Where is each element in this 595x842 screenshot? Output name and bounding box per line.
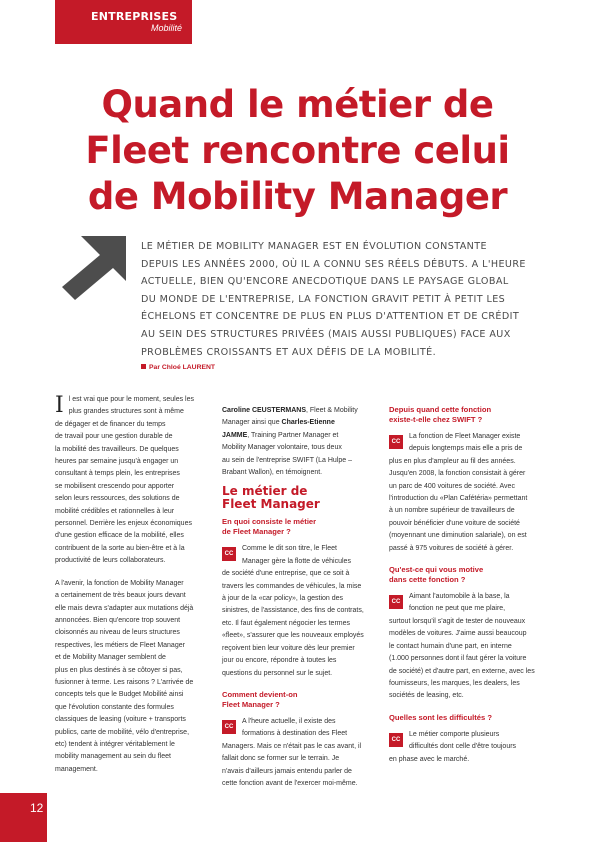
column-2	[222, 405, 380, 800]
speaker-badge: CC	[222, 547, 236, 561]
answer-paragraph	[389, 591, 541, 703]
text-line: cloisonnés au niveau de leurs structures	[55, 629, 180, 637]
text-line: questions du personnel sur le sujet.	[222, 669, 333, 677]
title-line: Fleet rencontre celui	[85, 129, 510, 172]
text-line: «fleet», s'assurer que les nouveaux employés	[222, 632, 364, 640]
text-line: de travail pour une gestion durable de	[55, 433, 173, 441]
article-title	[40, 82, 555, 220]
text-line: Jusqu'en 2008, la fonction consistait à gérer	[389, 470, 526, 478]
text-line: A l'heure actuelle, il existe des	[242, 717, 336, 725]
text-line: de dégager et de financer du temps	[55, 420, 166, 428]
text-line: plus en plus destinés à se côtoyer si pas,	[55, 666, 183, 674]
text-line: respectives, les métiers de Fleet Manager	[55, 641, 185, 649]
question-heading	[389, 713, 541, 723]
text-line: reçoivent bien leur voiture dès leur premier	[222, 644, 355, 652]
section-tag	[55, 0, 192, 44]
text-line: Manager gère la flotte de véhicules	[242, 557, 351, 565]
text-line: fallait donc se former sur le terrain. Je	[222, 755, 340, 763]
speaker-badge: CC	[389, 435, 403, 449]
heading-line: Comment devient-on	[222, 689, 298, 699]
text-line: etc. Il faut également négocier les termes	[222, 619, 351, 627]
text-line: selon leurs ressources, des solutions de	[55, 495, 180, 503]
text-line: a certainement de très beaux jours devant	[55, 592, 186, 600]
text-line: Le métier comporte plusieurs	[409, 730, 500, 738]
text-line: un parc de 400 voitures de société. Avec	[389, 482, 515, 490]
text-line: elle mais devra s'adapter aux mutations déjà	[55, 604, 194, 612]
byline-square-icon	[141, 364, 146, 369]
text-line: mobilité crédibles et rationnelles à leur	[55, 507, 175, 515]
lead-line: ACTUELLE, BIEN QU'ENCORE ANECDOTIQUE DANS LE PAYSAGE GLOBAL	[141, 276, 509, 288]
text-line: passé à 975 voitures de société à gérer.	[389, 544, 514, 552]
lead-line: PROBLÈMES CROISSANTS ET AUX DÉFIS DE LA MOBILITÉ.	[141, 346, 437, 358]
heading-line: Fleet Manager	[222, 497, 320, 512]
heading-line: Fleet Manager ?	[222, 699, 280, 709]
text-line: d'une gestion efficace de la mobilité, elles	[55, 532, 184, 540]
text-line: que l'évolution constante des formules	[55, 703, 174, 711]
text-line: Aimant l'automobile à la base, la	[409, 593, 510, 601]
text-line: annoncées. Bien qu'encore trop souvent	[55, 616, 181, 624]
text-line: contribuent de la sorte au bien-être et à la	[55, 544, 185, 552]
heading-line: de Fleet Manager ?	[222, 527, 291, 537]
speaker-badge: CC	[222, 720, 236, 734]
text-line: modèles de voitures. J'aime aussi beaucoup	[389, 630, 527, 638]
text-line: le contact humain d'une part, en interne	[389, 642, 512, 650]
text-line: Brabant Wallon), en témoignent.	[222, 469, 323, 477]
text-line: l est vrai que pour le moment, seules les	[68, 396, 194, 403]
text-line: difficultés dont celle d'être toujours	[409, 743, 517, 751]
section-heading	[222, 485, 380, 511]
question-heading	[389, 565, 541, 585]
text-line: heures par semaine jusqu'à engager un	[55, 458, 179, 466]
text-line: pouvoir bénéficier d'une voiture de société	[389, 519, 520, 527]
text-line: fournisseurs, les marques, les dealers, les	[389, 679, 520, 687]
page-number: 12	[0, 793, 47, 842]
text-line: à jour de la «car policy», la gestion des	[222, 595, 344, 603]
arrow-icon	[62, 236, 126, 300]
text-line: fusionner à terme. Les raisons ? L'arrivée de	[55, 678, 194, 686]
paragraph	[55, 394, 205, 568]
lead-line: DU MONDE DE L'ENTREPRISE, LA FONCTION GRAVIT PETIT À PETIT LES	[141, 293, 506, 305]
text-line: cette fonction avant de l'exercer moi-même.	[222, 779, 358, 787]
heading-line: existe-t-elle chez SWIFT ?	[389, 415, 483, 424]
text-line: sinistres, de l'assistance, des fins de contrats,	[222, 607, 364, 615]
paragraph	[55, 578, 205, 777]
heading-line: dans cette fonction ?	[389, 575, 466, 585]
text-line: (1.000 personnes dont il faut gérer la voiture	[389, 655, 527, 663]
text-line: Comme le dit son titre, le Fleet	[242, 545, 337, 553]
text-line: fonction ne peut que me plaire,	[409, 605, 506, 613]
text-line: la mobilité des travailleurs. De quelques	[55, 445, 179, 453]
text-line: de société) et d'autre part, en externe, avec les	[389, 667, 535, 675]
byline-text: Par Chloé LAURENT	[149, 364, 216, 371]
text-line: (moyennant une diminution salariale), on est	[389, 532, 527, 540]
text-line: concepts tels que le Budget Mobilité ainsi	[55, 691, 184, 699]
text-line: au sein de l'entreprise SWIFT (La Hulpe –	[222, 456, 352, 464]
heading-line: Quelles sont les difficultés ?	[389, 712, 492, 722]
text-run: , Training Partner Manager et	[247, 431, 339, 439]
person-name: Charles-Etienne	[281, 419, 335, 427]
heading-line: Le métier de	[222, 484, 308, 499]
text-line: en phase avec le marché.	[389, 755, 470, 763]
lead-paragraph	[141, 238, 526, 361]
person-name: JAMME	[222, 431, 248, 439]
title-line: de Mobility Manager	[87, 175, 508, 218]
text-line: productivité de leurs collaborateurs.	[55, 557, 166, 565]
text-line: jour ou encore, répondre à toutes les	[222, 657, 337, 665]
text-line: à un nombre supérieur de travailleurs de	[389, 507, 515, 515]
text-line: personnel. Derrière les enjeux économiques	[55, 520, 192, 528]
lead-line: AU SEIN DES STRUCTURES PRIVÉES (MAIS AUSSI PUBLIQUES) FACE AUX	[141, 328, 511, 340]
lead-line: LE MÉTIER DE MOBILITY MANAGER EST EN ÉVOLUTION CONSTANTE	[141, 241, 487, 252]
text-line: l'introduction du «Plan Cafétéria» permettant	[389, 495, 528, 503]
answer-paragraph	[389, 431, 541, 555]
title-line: Quand le métier de	[101, 83, 494, 126]
text-line: de société d'une entreprise, que ce soit à	[222, 570, 350, 578]
text-line: formations à destination des Fleet	[242, 730, 348, 738]
text-line	[222, 430, 380, 442]
intro-paragraph	[222, 405, 380, 479]
answer-paragraph	[222, 716, 380, 790]
text-line: publics, carte de mobilité, vélo d'entreprise,	[55, 728, 190, 736]
question-heading	[222, 690, 380, 710]
speaker-badge: CC	[389, 733, 403, 747]
text-run: , Fleet & Mobility	[306, 407, 358, 414]
text-line: mobility management au sein du fleet	[55, 753, 171, 761]
column-1	[55, 394, 205, 786]
text-line: La fonction de Fleet Manager existe	[409, 433, 521, 440]
text-line: depuis longtemps mais elle a pris de	[409, 445, 523, 453]
text-run: Manager ainsi que	[222, 419, 282, 427]
text-line: travers les commandes de véhicules, la mise	[222, 582, 362, 590]
heading-line: Depuis quand cette fonction	[389, 405, 492, 414]
text-line: management.	[55, 765, 98, 773]
text-line: Mobility Manager volontaire, tous deux	[222, 444, 342, 452]
text-line: A l'avenir, la fonction de Mobility Manager	[55, 579, 184, 587]
text-line: surtout lorsqu'il s'agit de tester de nouveaux	[389, 617, 526, 625]
person-name: Caroline CEUSTERMANS	[222, 407, 307, 414]
column-3	[389, 405, 541, 776]
section-label: ENTREPRISES	[91, 10, 178, 23]
text-line: se mobilisent crescendo pour apporter	[55, 482, 175, 490]
text-line: classiques de leasing (voiture + transports	[55, 716, 186, 724]
text-line: consultant à temps plein, les entreprises	[55, 470, 180, 478]
text-line	[222, 405, 380, 417]
text-line: plus grandes structures sont à même	[68, 408, 184, 416]
speaker-badge: CC	[389, 595, 403, 609]
text-line: Managers. Mais ce n'était pas le cas avant, il	[222, 742, 362, 750]
heading-line: En quoi consiste le métier	[222, 517, 317, 527]
text-line: et de Mobility Manager semblent de	[55, 654, 166, 662]
heading-line: Qu'est-ce qui vous motive	[389, 565, 484, 575]
text-line: etc) tendent à intégrer véritablement le	[55, 740, 175, 748]
text-line: n'avais d'ailleurs jamais entendu parler de	[222, 767, 352, 775]
subsection-label: Mobilité	[150, 23, 182, 33]
text-line: sociétés de leasing, etc.	[389, 692, 464, 700]
text-line: plus en plus d'ampleur au fil des années.	[389, 457, 516, 465]
text-line	[222, 417, 380, 429]
answer-paragraph	[389, 729, 541, 766]
question-heading	[389, 405, 541, 425]
question-heading	[222, 517, 380, 537]
byline	[141, 364, 215, 371]
lead-line: ÉCHELONS ET CONCENTRE DE PLUS EN PLUS D'ATTENTION ET DE CRÉDIT	[141, 311, 520, 323]
answer-paragraph	[222, 543, 380, 679]
lead-line: DEPUIS LES ANNÉES 2000, OÙ IL A CONNU SES RÉELS DÉBUTS. A L'HEURE	[141, 258, 526, 270]
drop-cap: I	[55, 393, 64, 418]
